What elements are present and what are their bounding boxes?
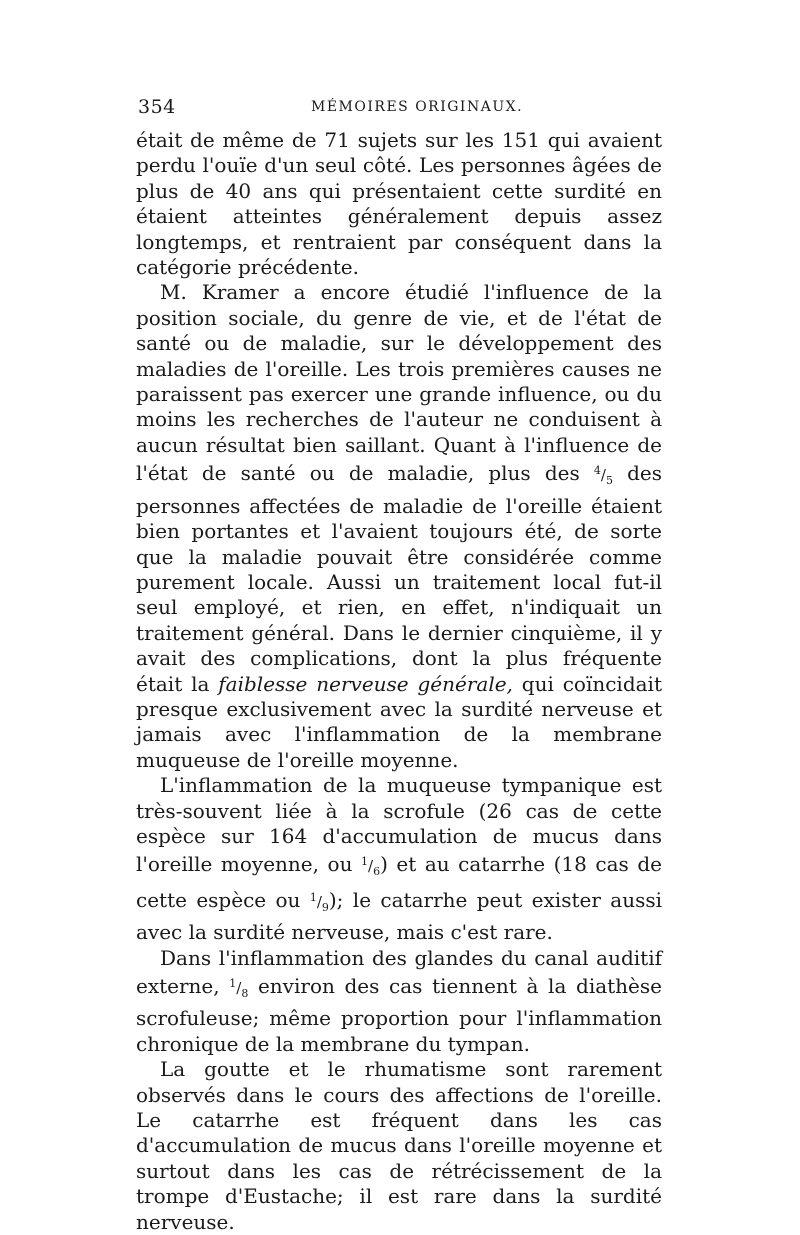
- page-header: [136, 96, 662, 120]
- fraction-denominator: 9: [321, 900, 329, 914]
- fraction: $^1/_9$: [309, 890, 329, 914]
- text-run: Dans l'inflammation des glandes du canal auditif externe,: [136, 945, 662, 998]
- paragraph: [136, 773, 662, 945]
- fraction: $^4/_5$: [593, 464, 613, 488]
- fraction-numerator: 1: [229, 977, 237, 990]
- text-run: M. Kramer a encore étudié l'influence de la position sociale, du genre de vie, et de l'état de santé ou de maladie, sur le développement des maladies de l'oreille. Les trois premières causes ne paraissent pas exercer une grande influence, ou du moins les recherches de l'auteur ne conduisent à aucun résultat bien saillant. Quant à l'influence de l'état de santé ou de maladie, plus des: [136, 280, 662, 486]
- text-run: ) et au catarrhe (18 cas de cette espèce ou: [136, 852, 662, 912]
- fraction-numerator: 4: [593, 464, 601, 478]
- text-run: était de même de 71 sujets sur les 151 qui avaient perdu l'ouïe d'un seul côté. Les personnes âgées de plus de 40 ans qui présentaient cette surdité en étaient atteintes généralement depuis assez longtemps, et rentraient par conséquent dans la catégorie précédente.: [136, 128, 662, 280]
- fraction-denominator: 8: [241, 987, 249, 1000]
- text-run: ); le catarrhe peut exister aussi avec la surdité nerveuse, mais c'est rare.: [136, 887, 662, 945]
- fraction-denominator: 6: [373, 865, 381, 879]
- fraction: $^1/_8$: [229, 977, 249, 1000]
- text-run: qui coïncidait presque exclusivement avec la surdité nerveuse et jamais avec l'inflammation de la membrane muqueuse de l'oreille moyenne.: [136, 671, 662, 772]
- paragraph: [136, 1057, 662, 1235]
- book-page: [136, 96, 662, 1235]
- fraction: $^1/_6$: [361, 855, 381, 879]
- paragraph: [136, 280, 662, 773]
- text-run: environ des cas tiennent à la diathèse scrofuleuse; même proportion pour l'inflammation chronique de la membrane du tympan.: [136, 974, 662, 1056]
- fraction-numerator: 1: [361, 855, 368, 869]
- fraction-numerator: 1: [309, 890, 317, 904]
- text-run: La goutte et le rhumatisme sont rarement observés dans le cours des affections de l'oreille. Le catarrhe est fréquent dans les cas d'accumulation de mucus dans l'oreille moyenne et surtout dans les cas de rétrécissement de la trompe d'Eustache; il est rare dans la surdité nerveuse.: [136, 1057, 662, 1234]
- paragraph: [136, 946, 662, 1058]
- fraction-denominator: 5: [605, 474, 613, 488]
- body-text: [136, 128, 662, 1235]
- text-run: L'inflammation de la muqueuse tympanique est très-souvent liée à la scrofule (26 cas de cette espèce sur 164 d'accumulation de mucus dans l'oreille moyenne, ou: [136, 773, 662, 877]
- page-number: 354: [138, 96, 176, 118]
- paragraph: [136, 128, 662, 280]
- italic-run: faiblesse nerveuse générale,: [218, 671, 513, 696]
- text-run: des personnes affectées de maladie de l'oreille étaient bien portantes et l'avaient toujours été, de sorte que la maladie pouvait être considérée comme purement locale. Aussi un traitement local fut-il seul employé, et rien, en effet, n'indiquait un traitement général. Dans le dernier cinquième, il y avait des complications, dont la plus fréquente était la: [136, 461, 663, 696]
- running-head: MÉMOIRES ORIGINAUX.: [311, 99, 524, 115]
